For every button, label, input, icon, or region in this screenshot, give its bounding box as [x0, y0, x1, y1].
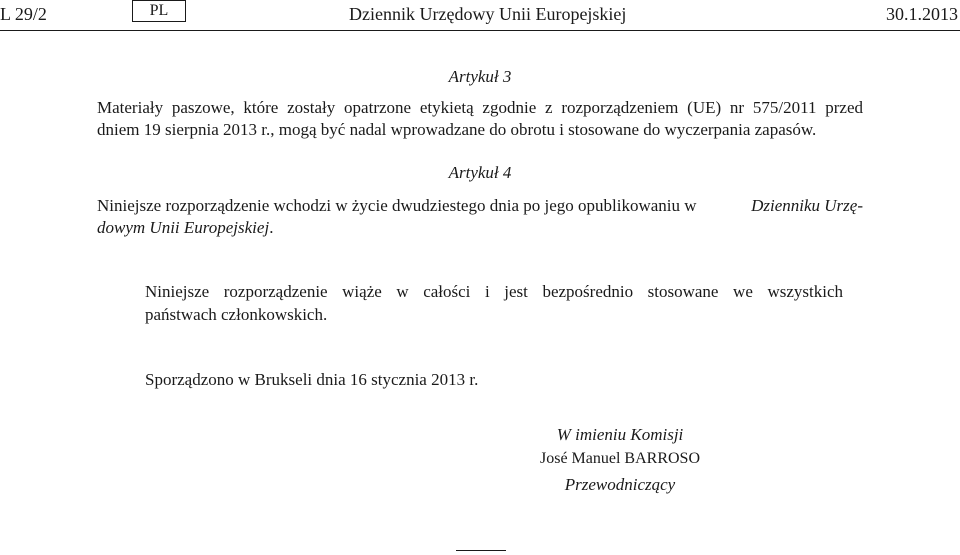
journal-title: Dziennik Urzędowy Unii Europejskiej [349, 4, 627, 24]
signatory-name: José Manuel BARROSO [539, 450, 700, 467]
language-badge: PL [132, 0, 186, 22]
article-4-line-1 [97, 194, 863, 218]
header-divider [0, 30, 960, 31]
article-3-heading: Artykuł 3 [448, 67, 512, 86]
signatory-role: Przewodniczący [564, 475, 676, 494]
article-4-line-1-text: Niniejsze rozporządzenie wchodzi w życie dwudziestego dnia po jego opublikowaniu w [97, 196, 701, 215]
binding-clause-line-2: państwach członkowskich. [145, 305, 328, 324]
article-4-journal-name: Dzienniku Urzę- [751, 196, 863, 215]
on-behalf-of-commission: W imieniu Komisji [556, 425, 684, 444]
done-at-statement: Sporządzono w Brukseli dnia 16 stycznia 2013 r. [145, 370, 479, 389]
article-4-line-2 [97, 216, 273, 240]
article-3-line-1: Materiały paszowe, które zostały opatrzone etykietą zgodnie z rozporządzeniem (UE) nr 575/2011 przed [97, 98, 863, 117]
article-4-heading: Artykuł 4 [448, 163, 512, 182]
article-3-line-2: dniem 19 sierpnia 2013 r., mogą być nadal wprowadzane do obrotu i stosowane do wyczerpania zapasów. [97, 120, 817, 139]
article-4-journal-name-cont: dowym Unii Europejskiej [97, 218, 270, 237]
publication-date: 30.1.2013 [886, 4, 958, 24]
article-4-line-2-end: . [269, 218, 274, 237]
binding-clause-line-1: Niniejsze rozporządzenie wiąże w całości i jest bezpośrednio stosowane we wszystkich [145, 282, 843, 301]
page-reference: L 29/2 [0, 4, 47, 24]
footnote-divider [456, 550, 506, 551]
